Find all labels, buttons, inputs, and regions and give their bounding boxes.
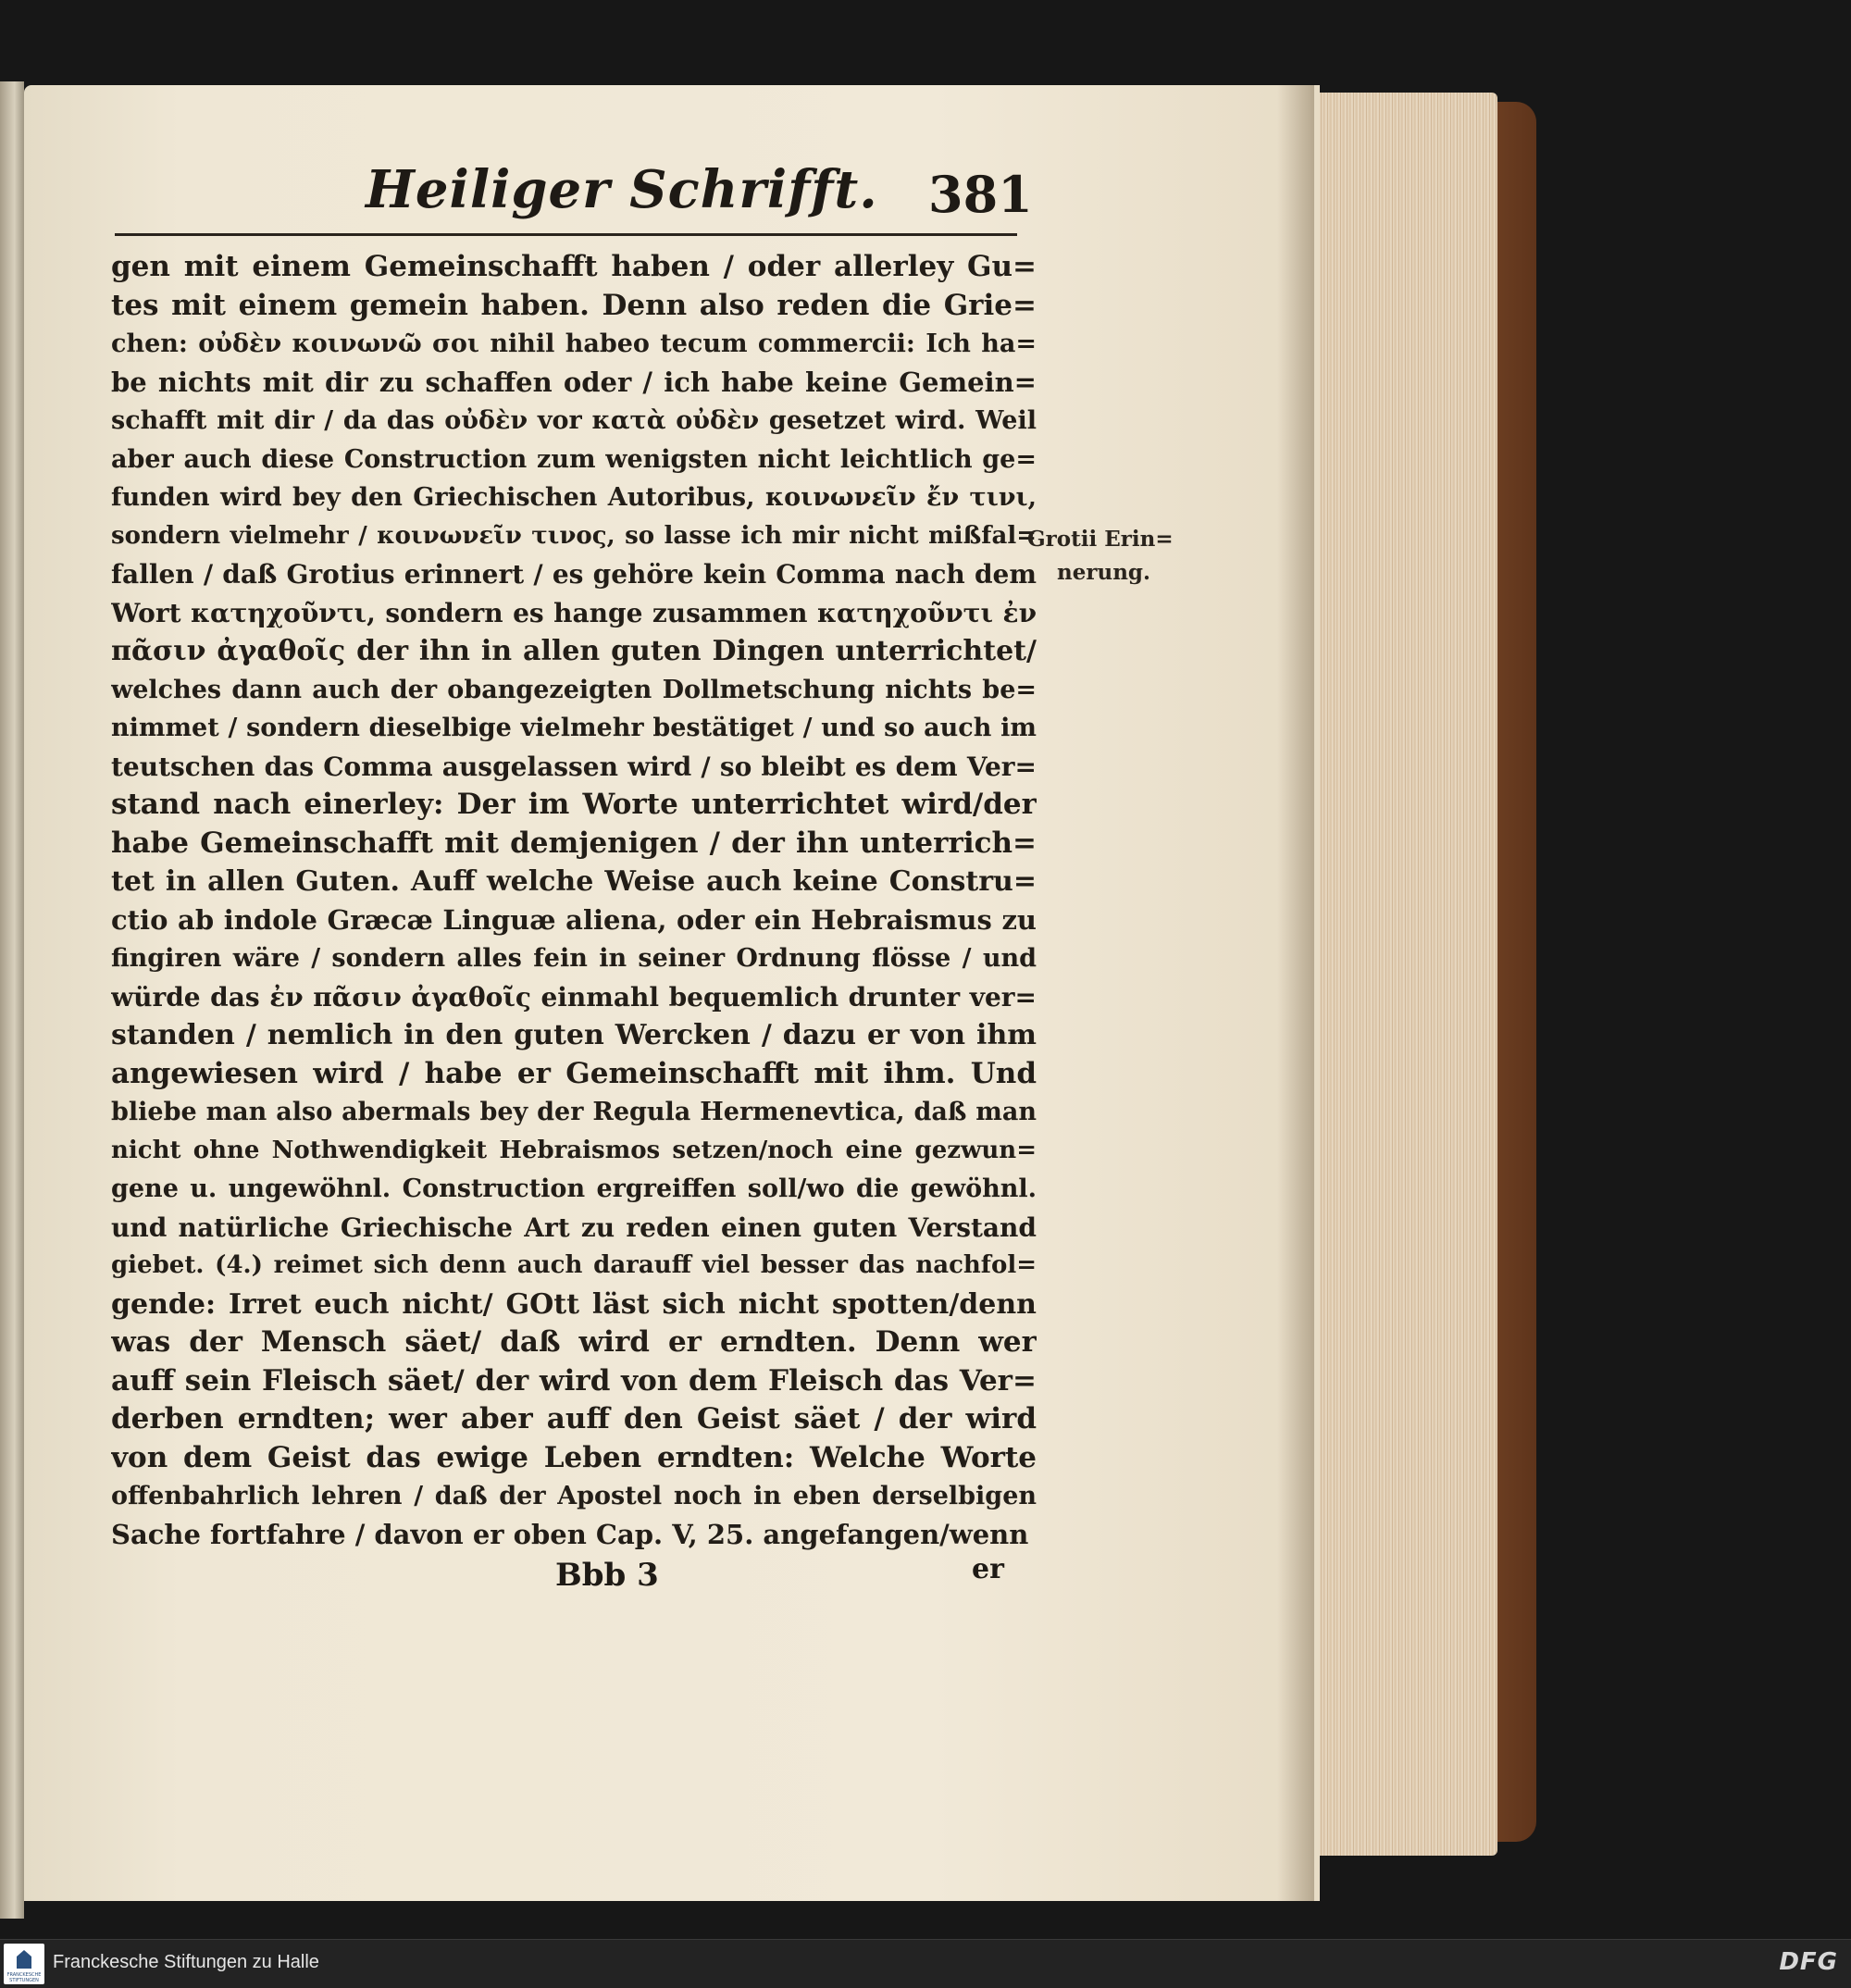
text-line: gene u. ungewöhnl. Construction ergreiffen soll/wo die gewöhnl. [111,1174,1037,1203]
text-line: fallen / daß Grotius erinnert / es gehöre kein Comma nach dem [111,559,1037,590]
text-line: tet in allen Guten. Auff welche Weise auch keine Constru= [111,865,1037,898]
text-line: bliebe man also abermals bey der Regula Hermenevtica, daß man [111,1098,1037,1126]
text-line: funden wird bey den Griechischen Autoribus, κοινωνεῖν ἔν τινι, [111,483,1037,512]
text-line: chen: οὐδὲν κοινωνῶ σοι nihil habeo tecum commercii: Ich ha= [111,329,1037,358]
text-line: nimmet / sondern dieselbige vielmehr bestätiget / und so auch im [111,714,1037,742]
page-number: 381 [928,165,1033,224]
text-line: und natürliche Griechische Art zu reden einen guten Verstand [111,1211,1037,1243]
text-line: schafft mit dir / da das οὐδὲν vor κατὰ οὐδὲν gesetzet wird. Weil [111,406,1037,435]
text-line: auff sein Fleisch säet/ der wird von dem Fleisch das Ver= [111,1363,1037,1398]
margin-note-line: Grotii Erin= [1027,527,1174,552]
text-line: fingiren wäre / sondern alles fein in seiner Ordnung flösse / und [111,944,1037,973]
institution-logo[interactable] [4,1944,44,1984]
margin-note [1027,523,1189,590]
text-line: stand nach einerley: Der im Worte unterrichtet wird/der [111,788,1037,821]
text-line: gen mit einem Gemeinschafft haben / oder allerley Gu= [111,250,1037,283]
footer-bar [0,1939,1851,1988]
text-line: be nichts mit dir zu schaffen oder / ich habe keine Gemein= [111,366,1037,398]
text-line: sondern vielmehr / κοινωνεῖν τινος, so lasse ich mir nicht mißfal= [111,521,1037,550]
text-line: ctio ab indole Græcæ Linguæ aliena, oder ein Hebraismus zu [111,903,1037,936]
building-icon [17,1950,31,1969]
text-line: nicht ohne Nothwendigkeit Hebraismos setzen/noch eine gezwun= [111,1136,1037,1164]
header-rule [115,233,1017,236]
text-line: teutschen das Comma ausgelassen wird / so bleibt es dem Ver= [111,751,1037,782]
text-line: πᾶσιν ἀγαθοῖς der ihn in allen guten Dingen unterrichtet/ [111,635,1037,667]
text-line: angewiesen wird / habe er Gemeinschafft mit ihm. Und [111,1056,1037,1090]
text-line: was der Mensch säet/ daß wird er erndten. Denn wer [111,1325,1037,1359]
dfg-logo[interactable]: DFG [1779,1948,1838,1976]
text-line: habe Gemeinschafft mit demjenigen / der ihn unterrich= [111,826,1037,860]
page-gutter-shadow [1277,85,1314,1901]
signature-mark: Bbb 3 [555,1557,659,1594]
text-line: derben erndten; wer aber auff den Geist säet / der wird [111,1402,1037,1435]
text-line: würde das ἐν πᾶσιν ἀγαθοῖς einmahl bequemlich drunter ver= [111,981,1037,1013]
text-line: offenbahrlich lehren / daß der Apostel noch in eben derselbigen [111,1482,1037,1510]
text-line: tes mit einem gemein haben. Denn also reden die Grie= [111,288,1037,322]
institution-name[interactable]: Franckesche Stiftungen zu Halle [53,1952,319,1972]
page-edges [1296,93,1497,1856]
text-line: Wort κατηχοῦντι, sondern es hange zusammen κατηχοῦντι ἐν [111,597,1037,628]
left-page-edge [0,81,24,1919]
text-line: giebet. (4.) reimet sich denn auch darauff viel besser das nachfol= [111,1251,1037,1279]
running-head: Heiliger Schrifft. [366,159,878,220]
text-line: gende: Irret euch nicht/ GOtt läst sich nicht spotten/denn [111,1287,1037,1321]
text-line: Sache fortfahre / davon er oben Cap. V, 25. angefangen/wenn [111,1518,1029,1550]
text-line: welches dann auch der obangezeigten Dollmetschung nichts be= [111,675,1037,704]
catchword: er [972,1553,1004,1585]
text-line: aber auch diese Construction zum wenigsten nicht leichtlich ge= [111,444,1037,474]
logo-caption: FRANCKESCHE STIFTUNGEN [6,1972,42,1983]
text-line: standen / nemlich in den guten Wercken / dazu er von ihm [111,1019,1037,1051]
margin-note-line: nerung. [1057,560,1151,585]
text-line: von dem Geist das ewige Leben erndten: Welche Worte [111,1440,1037,1474]
body-text [111,248,1037,1554]
